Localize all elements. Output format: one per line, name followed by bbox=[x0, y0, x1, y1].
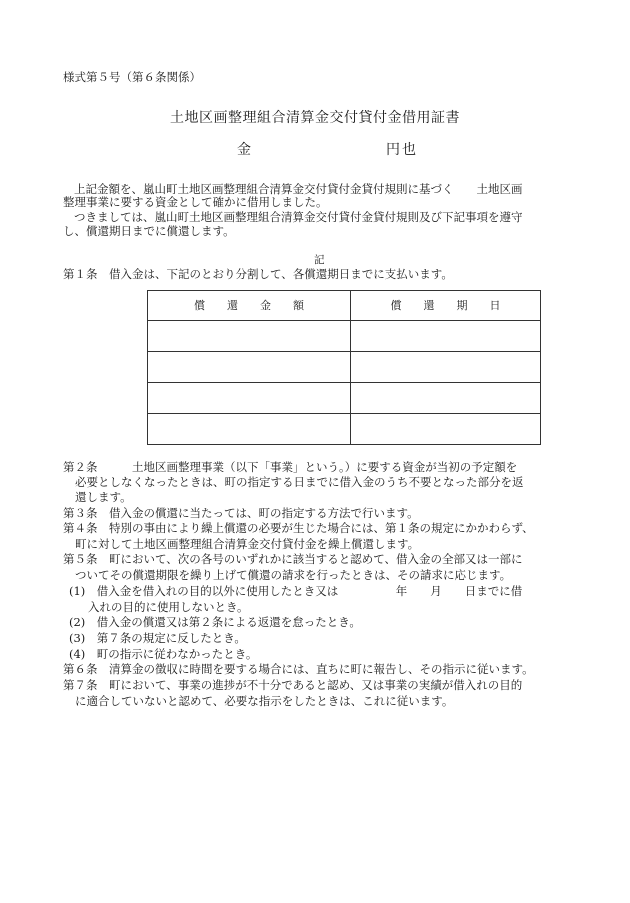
article-5-line-1: 第５条 町において、次の各号のいずれかに該当すると認めて、借入金の全部又は一部に bbox=[63, 552, 523, 566]
article-5-item-1-line-2: 入れの目的に使用しないとき。 bbox=[88, 600, 249, 614]
table-row bbox=[148, 383, 541, 414]
table-header-row bbox=[148, 291, 541, 321]
intro-paragraph-1-line-2: 整理事業に要する資金として確かに借用しました。 bbox=[63, 195, 328, 209]
date-cell[interactable] bbox=[351, 321, 541, 352]
article-2-line-3: 還します。 bbox=[75, 490, 132, 504]
amount-suffix: 円也 bbox=[386, 142, 418, 158]
form-number: 様式第５号（第６条関係） bbox=[63, 70, 201, 84]
table-row bbox=[148, 352, 541, 383]
article-2-line-2: 必要としなくなったときは、町の指定する日までに借入金のうち不要となった部分を返 bbox=[75, 475, 524, 489]
header-repayment-amount: 償 還 金 額 bbox=[148, 291, 351, 321]
table-row bbox=[148, 414, 541, 445]
date-cell[interactable] bbox=[351, 383, 541, 414]
amount-prefix: 金 bbox=[237, 142, 251, 158]
intro-paragraph-2-line-1: つきましては、嵐山町土地区画整理組合清算金交付貸付金貸付規則及び下記事項を遵守 bbox=[74, 210, 523, 224]
article-7-line-1: 第７条 町において、事業の進捗が不十分であると認め、又は事業の実績が借入れの目的 bbox=[63, 678, 523, 692]
date-cell[interactable] bbox=[351, 352, 541, 383]
date-cell[interactable] bbox=[351, 414, 541, 445]
article-5-item-1-line-1: (1) 借入金を借入れの目的以外に使用したとき又は 年 月 日までに借 bbox=[69, 584, 523, 598]
amount-cell[interactable] bbox=[148, 414, 351, 445]
article-6: 第６条 清算金の徴収に時間を要する場合には、直ちに町に報告し、その指示に従います。 bbox=[63, 662, 534, 676]
table-row bbox=[148, 321, 541, 352]
article-5-line-2: ついてその償還期限を繰り上げて償還の請求を行ったときは、その請求に応じます。 bbox=[75, 568, 512, 582]
article-5-item-4: (4) 町の指示に従わなかったとき。 bbox=[69, 647, 258, 661]
repayment-table bbox=[147, 290, 541, 445]
ki-heading: 記 bbox=[314, 254, 325, 266]
article-3: 第３条 借入金の償還に当たっては、町の指定する方法で行います。 bbox=[63, 506, 419, 520]
document-title: 土地区画整理組合清算金交付貸付金借用証書 bbox=[170, 110, 460, 126]
article-5-item-3: (3) 第７条の規定に反したとき。 bbox=[69, 631, 246, 645]
header-repayment-date: 償 還 期 日 bbox=[351, 291, 541, 321]
article-1: 第１条 借入金は、下記のとおり分割して、各償還期日までに支払います。 bbox=[63, 267, 453, 281]
amount-cell[interactable] bbox=[148, 383, 351, 414]
article-4-line-2: 町に対して土地区画整理組合清算金交付貸付金を繰上償還します。 bbox=[75, 537, 420, 551]
article-4-line-1: 第４条 特別の事由により繰上償還の必要が生じた場合には、第１条の規定にかかわらず、 bbox=[63, 521, 534, 535]
intro-paragraph-2-line-2: し、償還期日までに償還します。 bbox=[63, 224, 235, 238]
article-5-item-2: (2) 借入金の償還又は第２条による返還を怠ったとき。 bbox=[69, 615, 361, 629]
amount-cell[interactable] bbox=[148, 321, 351, 352]
article-2-line-1: 第２条 土地区画整理事業（以下「事業」という。）に要する資金が当初の予定額を bbox=[63, 460, 518, 474]
amount-cell[interactable] bbox=[148, 352, 351, 383]
article-7-line-2: に適合していないと認めて、必要な指示をしたときは、これに従います。 bbox=[75, 694, 454, 708]
intro-paragraph-1-line-1: 上記金額を、嵐山町土地区画整理組合清算金交付貸付金貸付規則に基づく 土地区画 bbox=[74, 182, 523, 196]
